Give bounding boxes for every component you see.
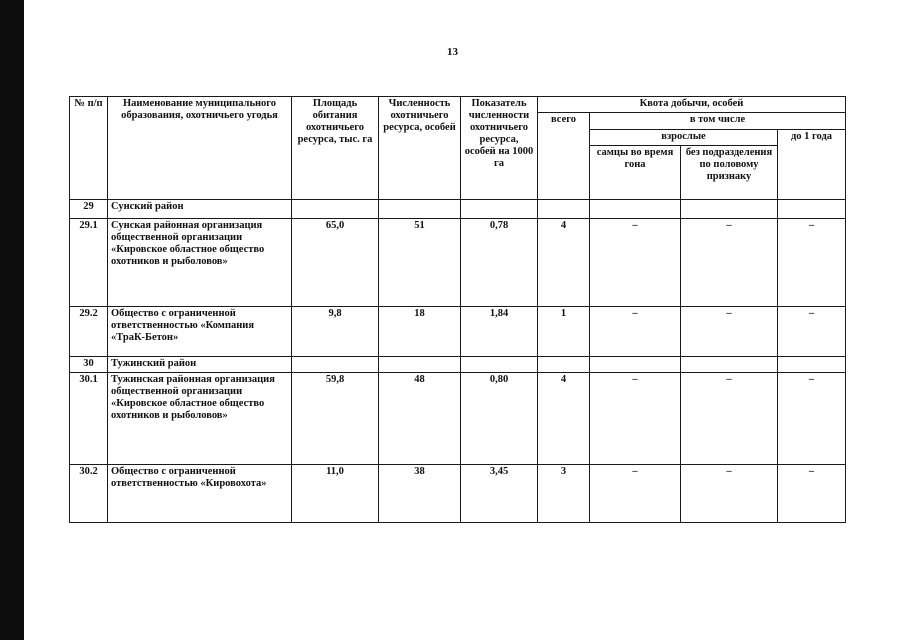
cell-count: 48 <box>379 373 461 465</box>
header-young: до 1 года <box>778 130 846 200</box>
cell-empty <box>538 200 590 219</box>
header-males: самцы во время гона <box>590 146 681 200</box>
cell-num: 30.2 <box>70 465 108 523</box>
header-num: № п/п <box>70 97 108 200</box>
table-row <box>70 373 846 465</box>
cell-no-sex: – <box>681 307 778 357</box>
cell-empty <box>778 357 846 373</box>
cell-name: Тужинская районная организация общественной организации «Кировское областное общество охотников и рыболовов» <box>108 373 292 465</box>
cell-total: 1 <box>538 307 590 357</box>
cell-name: Тужинский район <box>108 357 292 373</box>
cell-name: Сунская районная организация общественной организации «Кировское областное общество охотников и рыболовов» <box>108 219 292 307</box>
table-row <box>70 465 846 523</box>
cell-name: Сунский район <box>108 200 292 219</box>
cell-males: – <box>590 465 681 523</box>
cell-indicator: 3,45 <box>461 465 538 523</box>
page-number: 13 <box>447 46 458 58</box>
cell-young: – <box>778 307 846 357</box>
cell-total: 4 <box>538 219 590 307</box>
header-row-1 <box>70 97 846 113</box>
cell-name: Общество с ограниченной ответственностью «Компания «ТраК-Бетон» <box>108 307 292 357</box>
cell-area: 65,0 <box>292 219 379 307</box>
cell-name: Общество с ограниченной ответственностью «Кировохота» <box>108 465 292 523</box>
hunting-quota-table <box>69 96 846 523</box>
table-row <box>70 219 846 307</box>
cell-count: 18 <box>379 307 461 357</box>
header-total: всего <box>538 113 590 200</box>
cell-males: – <box>590 307 681 357</box>
cell-young: – <box>778 465 846 523</box>
cell-area: 9,8 <box>292 307 379 357</box>
cell-empty <box>778 200 846 219</box>
scan-left-edge <box>0 0 24 640</box>
header-name: Наименование муниципального образования, охотничьего угодья <box>108 97 292 200</box>
cell-area: 59,8 <box>292 373 379 465</box>
cell-no-sex: – <box>681 373 778 465</box>
cell-young: – <box>778 219 846 307</box>
cell-indicator: 1,84 <box>461 307 538 357</box>
table-row <box>70 307 846 357</box>
cell-empty <box>379 357 461 373</box>
cell-num: 29 <box>70 200 108 219</box>
cell-total: 3 <box>538 465 590 523</box>
cell-empty <box>292 357 379 373</box>
cell-no-sex: – <box>681 465 778 523</box>
cell-males: – <box>590 373 681 465</box>
table-row-district <box>70 357 846 373</box>
cell-empty <box>538 357 590 373</box>
table-row-district <box>70 200 846 219</box>
cell-num: 30 <box>70 357 108 373</box>
header-area: Площадь обитания охотничьего ресурса, тыс. га <box>292 97 379 200</box>
cell-empty <box>461 357 538 373</box>
cell-indicator: 0,80 <box>461 373 538 465</box>
cell-total: 4 <box>538 373 590 465</box>
cell-males: – <box>590 219 681 307</box>
header-adults: взрослые <box>590 130 778 146</box>
header-no-sex: без подразделения по половому признаку <box>681 146 778 200</box>
cell-empty <box>461 200 538 219</box>
cell-empty <box>379 200 461 219</box>
cell-no-sex: – <box>681 219 778 307</box>
cell-indicator: 0,78 <box>461 219 538 307</box>
cell-empty <box>590 357 681 373</box>
cell-num: 29.2 <box>70 307 108 357</box>
cell-count: 51 <box>379 219 461 307</box>
cell-empty <box>292 200 379 219</box>
cell-area: 11,0 <box>292 465 379 523</box>
header-count: Численность охотничьего ресурса, особей <box>379 97 461 200</box>
cell-empty <box>590 200 681 219</box>
header-quota: Квота добычи, особей <box>538 97 846 113</box>
cell-empty <box>681 357 778 373</box>
header-indicator: Показатель численности охотничьего ресурса, особей на 1000 га <box>461 97 538 200</box>
cell-num: 30.1 <box>70 373 108 465</box>
header-including: в том числе <box>590 113 846 130</box>
cell-num: 29.1 <box>70 219 108 307</box>
cell-empty <box>681 200 778 219</box>
cell-young: – <box>778 373 846 465</box>
cell-count: 38 <box>379 465 461 523</box>
